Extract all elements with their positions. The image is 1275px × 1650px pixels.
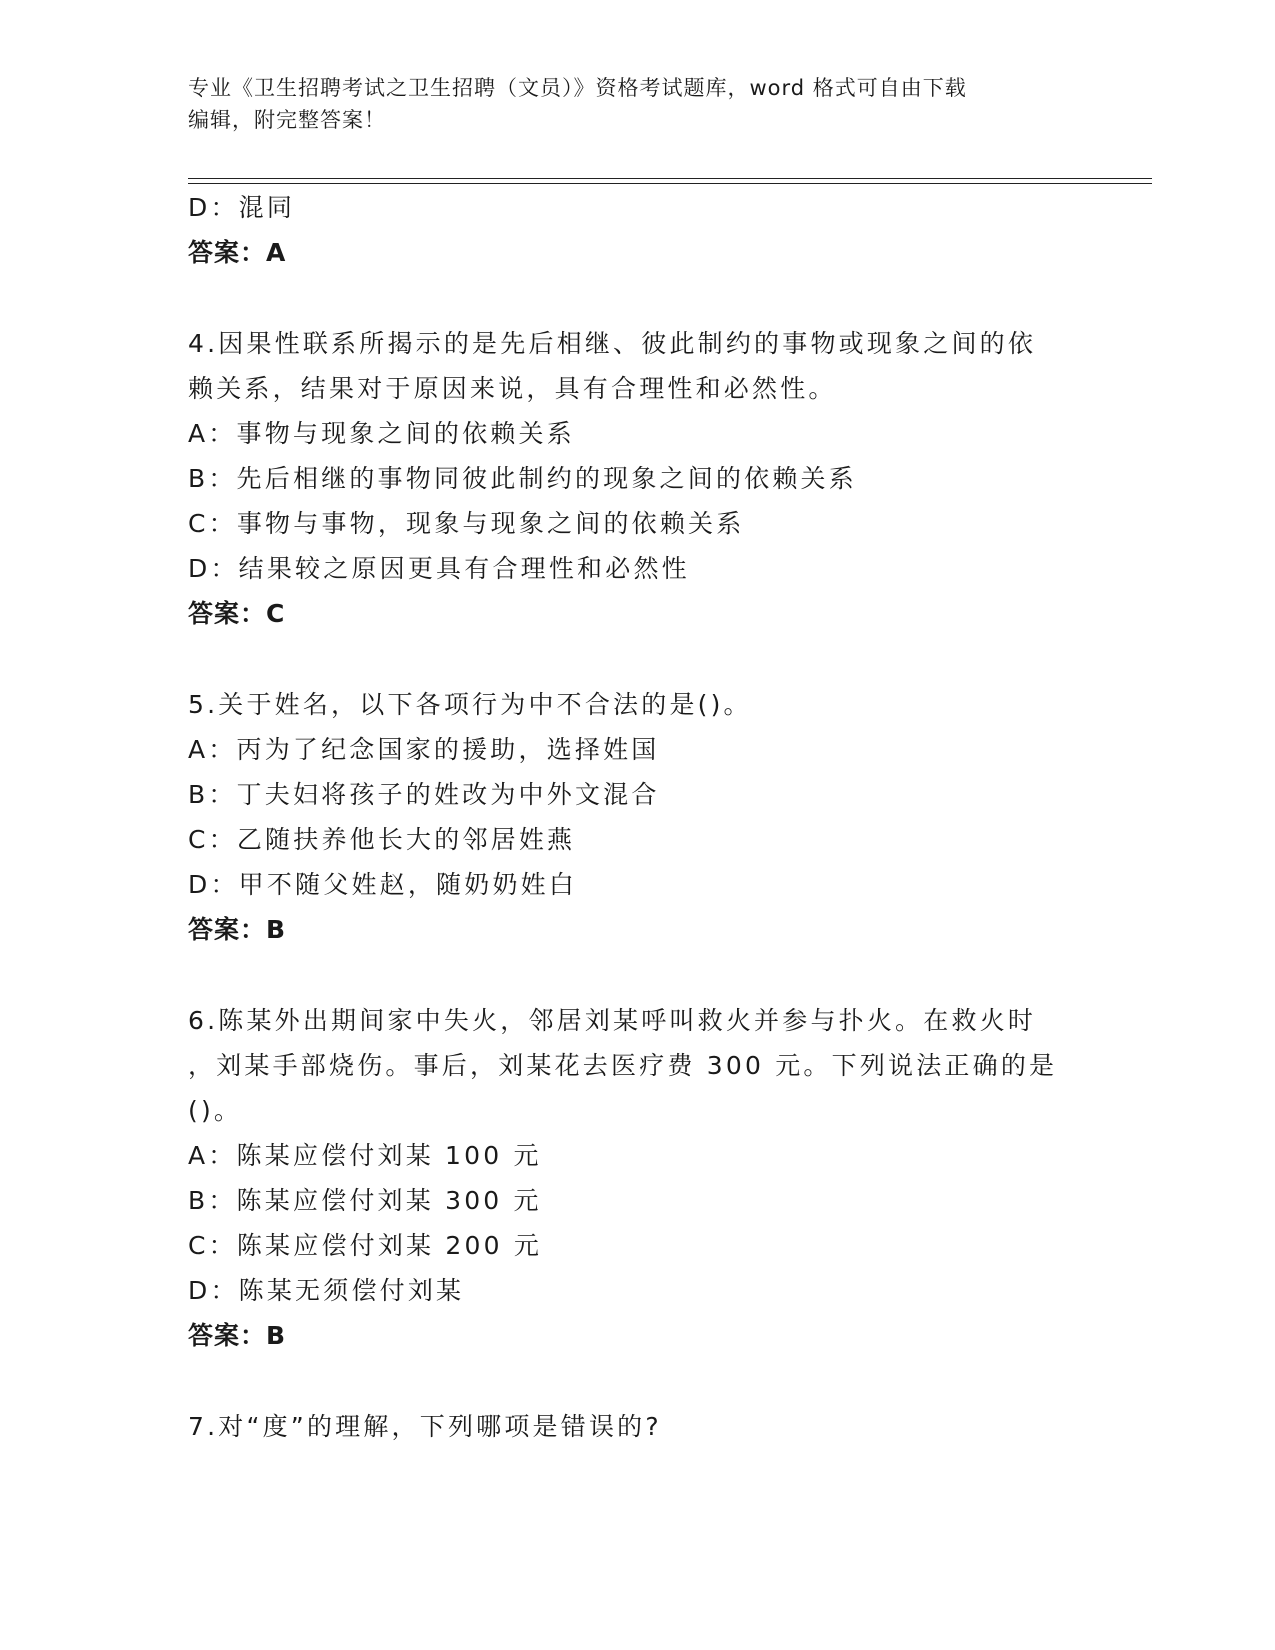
q4-stem-line-1: 4.因果性联系所揭示的是先后相继、彼此制约的事物或现象之间的依 (188, 329, 1037, 358)
q7-stem-line-1: 7.对“度”的理解，下列哪项是错误的? (188, 1412, 662, 1441)
header-line-1: 专业《卫生招聘考试之卫生招聘（文员）》资格考试题库，word 格式可自由下载 (188, 76, 967, 100)
q5-answer (188, 913, 286, 947)
q4-option-a: A：事物与现象之间的依赖关系 (188, 419, 575, 448)
q5-option-a: A：丙为了纪念国家的援助，选择姓国 (188, 735, 660, 764)
answer-value: B (266, 1321, 287, 1350)
q3-option-d: D：混同 (188, 193, 296, 222)
answer-label: 答案： (188, 238, 267, 267)
q5-option-c: C：乙随扶养他长大的邻居姓燕 (188, 825, 576, 854)
header-rule-bottom (188, 183, 1152, 184)
q4-option-b: B：先后相继的事物同彼此制约的现象之间的依赖关系 (188, 464, 857, 493)
q6-stem-line-3: ()。 (188, 1096, 243, 1125)
answer-value: C (266, 599, 286, 628)
answer-label: 答案： (188, 1321, 267, 1350)
q6-stem-line-2: ，刘某手部烧伤。事后，刘某花去医疗费 300 元。下列说法正确的是 (188, 1051, 1058, 1080)
q6-option-d: D：陈某无须偿付刘某 (188, 1276, 465, 1305)
q6-option-c: C：陈某应偿付刘某 200 元 (188, 1231, 543, 1260)
q5-option-d: D：甲不随父姓赵，随奶奶姓白 (188, 870, 578, 899)
q4-option-d: D：结果较之原因更具有合理性和必然性 (188, 554, 690, 583)
q3-answer (188, 236, 286, 270)
q6-option-b: B：陈某应偿付刘某 300 元 (188, 1186, 542, 1215)
q6-stem-line-1: 6.陈某外出期间家中失火，邻居刘某呼叫救火并参与扑火。在救火时 (188, 1006, 1037, 1035)
answer-label: 答案： (188, 599, 267, 628)
answer-label: 答案： (188, 915, 267, 944)
answer-value: A (266, 238, 287, 267)
q4-option-c: C：事物与事物，现象与现象之间的依赖关系 (188, 509, 745, 538)
q4-answer (188, 597, 285, 631)
header-line-2: 编辑，附完整答案！ (188, 108, 386, 132)
header-rule-top (188, 178, 1152, 179)
page-header (188, 72, 1088, 136)
answer-value: B (266, 915, 287, 944)
q5-stem-line-1: 5.关于姓名，以下各项行为中不合法的是()。 (188, 690, 752, 719)
q6-answer (188, 1319, 286, 1353)
q4-stem-line-2: 赖关系，结果对于原因来说，具有合理性和必然性。 (188, 374, 837, 403)
q6-option-a: A：陈某应偿付刘某 100 元 (188, 1141, 542, 1170)
q5-option-b: B：丁夫妇将孩子的姓改为中外文混合 (188, 780, 660, 809)
